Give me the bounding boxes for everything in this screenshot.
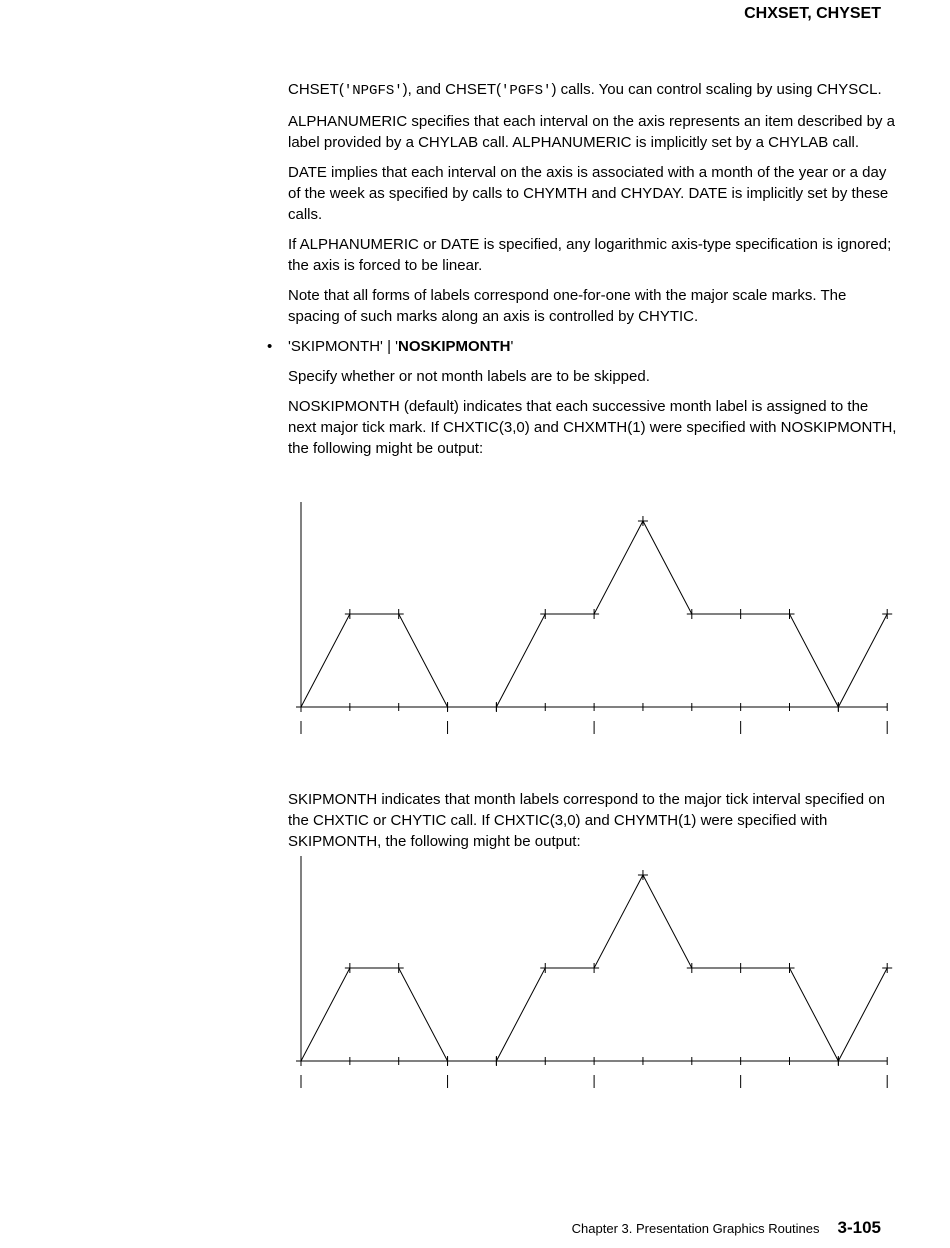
code-pgfs: 'PGFS' — [501, 83, 552, 99]
text-fragment: 'SKIPMONTH' | ' — [288, 338, 398, 355]
noskipmonth-chart — [288, 500, 898, 740]
data-point — [833, 702, 843, 712]
text-fragment: ) calls. You can control scaling by using CHYSCL. — [551, 81, 882, 98]
data-point — [296, 702, 306, 712]
data-point — [785, 609, 795, 619]
data-point — [491, 1056, 501, 1066]
paragraph-chset-calls — [288, 79, 898, 102]
data-point — [540, 963, 550, 973]
data-point — [736, 609, 746, 619]
running-head: CHXSET, CHYSET — [744, 5, 881, 22]
bullet-icon: • — [267, 338, 273, 355]
paragraph-noskipmonth: NOSKIPMONTH (default) indicates that each successive month label is assigned to the next major tick mark. If CHXTIC(3,0) and CHXMTH(1) were specified with NOSKIPMONTH, the following might be output: — [288, 398, 897, 457]
data-point — [345, 963, 355, 973]
data-point — [589, 963, 599, 973]
data-point — [443, 1056, 453, 1066]
data-point — [296, 1056, 306, 1066]
skipmonth-figure — [288, 854, 908, 1094]
footer-chapter: Chapter 3. Presentation Graphics Routines — [571, 1221, 820, 1236]
body-text-2 — [288, 789, 898, 861]
data-point — [638, 870, 648, 880]
data-point — [540, 609, 550, 619]
paragraph-linear-note: If ALPHANUMERIC or DATE is specified, any logarithmic axis-type specification is ignored; the axis is forced to be linear. — [288, 236, 892, 274]
page-number: 3-105 — [837, 1218, 881, 1237]
data-point — [589, 609, 599, 619]
paragraph-date: DATE implies that each interval on the axis is associated with a month of the year or a day of the week as specified by calls to CHYMTH and CHYDAY. DATE is implicitly set by these calls. — [288, 164, 889, 223]
text-fragment: ' — [510, 338, 514, 355]
paragraph-skipmonth: SKIPMONTH indicates that month labels correspond to the major tick interval specified on the CHXTIC or CHYTIC call. If CHXTIC(3,0) and CHYMTH(1) were specified with SKIPMONTH, the following might be output: — [288, 791, 885, 850]
data-point — [687, 609, 697, 619]
default-option-bold: NOSKIPMONTH — [398, 338, 511, 355]
text-fragment: CHSET( — [288, 81, 344, 98]
paragraph-specify: Specify whether or not month labels are to be skipped. — [288, 368, 650, 385]
skipmonth-chart — [288, 854, 898, 1094]
data-point — [443, 702, 453, 712]
data-point — [491, 702, 501, 712]
data-point — [882, 963, 892, 973]
data-point — [833, 1056, 843, 1066]
paragraph-labels-note: Note that all forms of labels correspond one-for-one with the major scale marks. The spacing of such marks along an axis is controlled by CHYTIC. — [288, 287, 847, 325]
bullet-skipmonth-option — [267, 336, 898, 357]
data-point — [687, 963, 697, 973]
paragraph-alphanumeric: ALPHANUMERIC specifies that each interval on the axis represents an item described by a label provided by a CHYLAB call. ALPHANUMERIC is implicitly set by a CHYLAB call. — [288, 113, 895, 151]
noskipmonth-figure — [288, 500, 908, 740]
data-point — [345, 609, 355, 619]
data-point — [785, 963, 795, 973]
data-point — [736, 963, 746, 973]
body-text — [267, 79, 898, 468]
data-point — [638, 516, 648, 526]
data-point — [394, 609, 404, 619]
code-npgfs: 'NPGFS' — [343, 83, 403, 99]
data-point — [882, 609, 892, 619]
page-footer — [572, 1218, 881, 1238]
text-fragment: ), and CHSET( — [402, 81, 502, 98]
data-point — [394, 963, 404, 973]
